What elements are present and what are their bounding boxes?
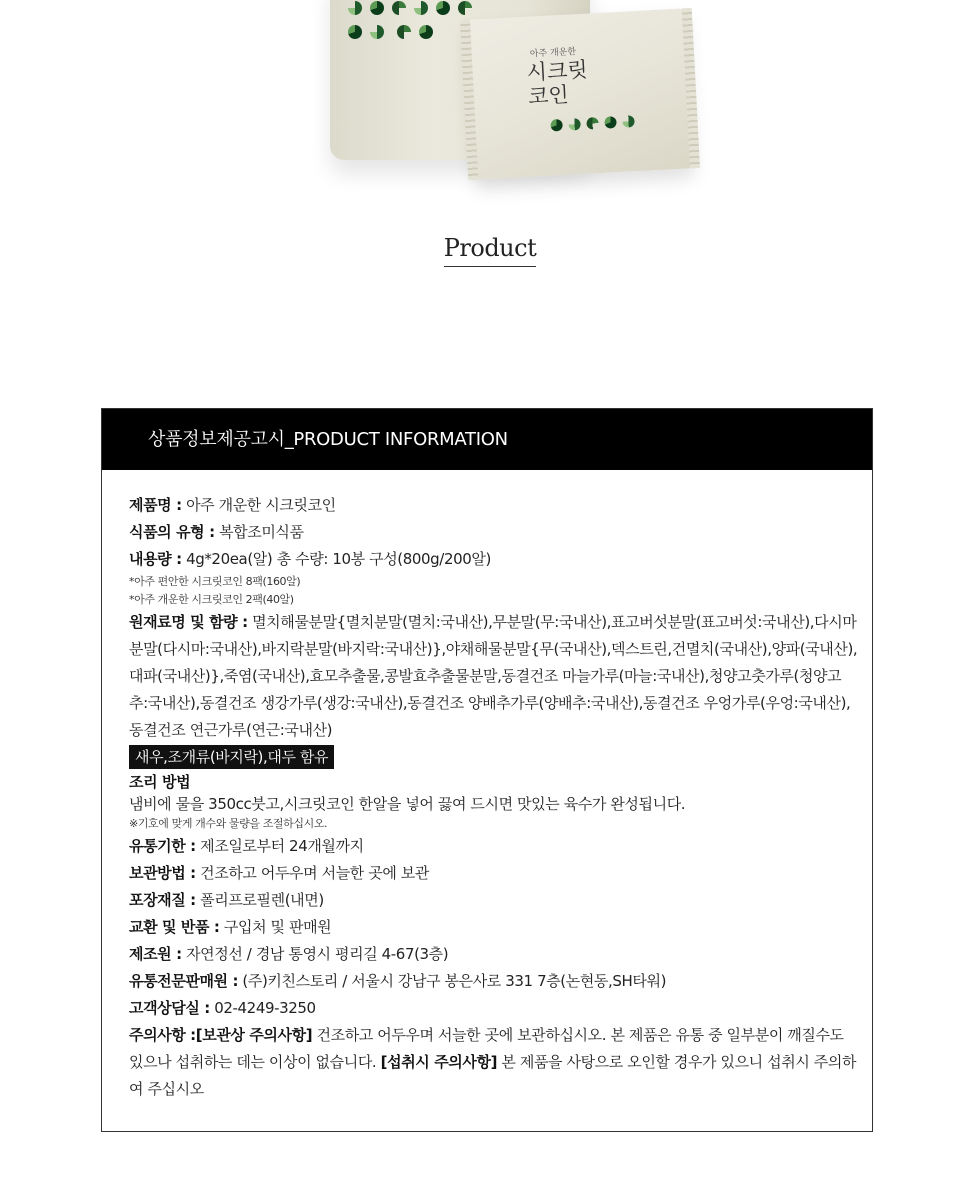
field-label: 고객상담실 : bbox=[129, 999, 210, 1017]
coin-packet-image bbox=[466, 8, 694, 179]
field-value: 구입처 및 판매원 bbox=[219, 918, 332, 936]
pattern-dot bbox=[419, 25, 433, 39]
field-label: 유통기한 : bbox=[129, 837, 196, 855]
exchange-row bbox=[129, 914, 858, 941]
pattern-dot bbox=[370, 1, 384, 15]
allergen-row bbox=[129, 744, 858, 771]
field-value: 4g*20ea(알) 총 수량: 10봉 구성(800g/200알) bbox=[181, 550, 491, 568]
field-value: 멸치해물분말{멸치분말(멸치:국내산),무분말(무:국내산),표고버섯분말(표고버섯:국내산),다시마분말(다시마:국내산),바지락분말(바지락:국내산)},야채해물분말{무(국내산),덱스트린,건멸치(국내산),양파(국내산),대파(국내산)},죽염(국내산),효모추출물,콩발효추출물분말,동결건조 마늘가루(마늘:국내산),청양고춧가루(청양고추:국내산),동결건조 생강가루(생강:국내산),동결건조 양배추가루(양배추:국내산),동결건조 우엉가루(우엉:국내산),동결건조 연근가루(연근:국내산) bbox=[129, 613, 858, 739]
pattern-dot bbox=[436, 1, 450, 15]
cooking-text: 냄비에 물을 350cc붓고,시크릿코인 한알을 넣어 끓여 드시면 맛있는 육수가 완성됩니다. bbox=[129, 795, 686, 813]
cooking-note: ※기호에 맞게 개수와 물량을 조절하십시오. bbox=[129, 817, 328, 830]
customer-service-row bbox=[129, 995, 858, 1022]
product-photo bbox=[0, 0, 980, 200]
shelf-life-row bbox=[129, 833, 858, 860]
ingredients-row bbox=[129, 609, 858, 744]
field-value: 본 제품을 사탕으로 오인할 경우가 있으니 섭취시 주의하여 주십시오 bbox=[129, 1053, 857, 1098]
pattern-dot bbox=[604, 116, 617, 129]
coin-title-line: 코인 bbox=[527, 82, 570, 109]
caution-row bbox=[129, 1022, 858, 1103]
seller-row bbox=[129, 968, 858, 995]
cooking-row bbox=[129, 771, 858, 793]
allergen-badge: 새우,조개류(바지락),대두 함유 bbox=[129, 745, 334, 769]
field-label: 유통전문판매원 : bbox=[129, 972, 239, 990]
field-label: 교환 및 반품 : bbox=[129, 918, 220, 936]
coin-title-line: 시크릿 bbox=[526, 57, 589, 85]
field-label: 식품의 유형 : bbox=[129, 523, 215, 541]
info-body bbox=[102, 470, 872, 1103]
field-label: [섭취시 주의사항] bbox=[380, 1053, 498, 1071]
product-heading-text: Product bbox=[444, 234, 536, 267]
field-value: 자연정선 / 경남 통영시 평리길 4-67(3층) bbox=[181, 945, 449, 963]
field-label: 보관방법 : bbox=[129, 864, 196, 882]
field-value: 제조일로부터 24개월까지 bbox=[195, 837, 364, 855]
product-info-table bbox=[101, 408, 873, 1132]
pattern-dot bbox=[414, 1, 428, 15]
field-label: 주의사항 :[보관상 주의사항] bbox=[129, 1026, 313, 1044]
field-label: 제조원 : bbox=[129, 945, 182, 963]
pattern-dot bbox=[348, 25, 362, 39]
pattern-dot bbox=[392, 1, 406, 15]
section-heading bbox=[0, 234, 980, 267]
field-value: (주)키친스토리 / 서울시 강남구 봉은사로 331 7층(논현동,SH타워) bbox=[238, 972, 667, 990]
volume-note: *아주 개운한 시크릿코인 2팩(40알) bbox=[129, 593, 294, 606]
volume-row bbox=[129, 546, 858, 573]
field-value: 건조하고 어두우며 서늘한 곳에 보관하십시오. 본 제품은 유통 중 일부분이 깨질수도 있으나 섭취하는 데는 이상이 없습니다. bbox=[129, 1026, 844, 1071]
pattern-dot bbox=[370, 25, 384, 39]
volume-note: *아주 편안한 시크릿코인 8팩(160알) bbox=[129, 575, 301, 588]
storage-row bbox=[129, 860, 858, 887]
field-label: 원재료명 및 함량 : bbox=[129, 613, 248, 631]
coin-packet-pattern bbox=[547, 113, 638, 138]
field-value: 폴리프로필렌(내면) bbox=[195, 891, 324, 909]
pattern-dot bbox=[550, 119, 563, 132]
pattern-dot bbox=[397, 25, 411, 39]
field-value: 건조하고 어두우며 서늘한 곳에 보관 bbox=[195, 864, 429, 882]
food-type-row bbox=[129, 519, 858, 546]
pattern-dot bbox=[586, 117, 599, 130]
product-name-row bbox=[129, 492, 858, 519]
field-label: 제품명 : bbox=[129, 496, 182, 514]
field-value: 복합조미식품 bbox=[214, 523, 304, 541]
pattern-dot bbox=[568, 118, 581, 131]
coin-packet-subtitle: 아주 개운한 bbox=[529, 47, 577, 60]
field-label: 포장재질 : bbox=[129, 891, 196, 909]
pattern-dot bbox=[458, 1, 472, 15]
field-label: 조리 방법 bbox=[129, 773, 191, 791]
info-header: 상품정보제공고시_PRODUCT INFORMATION bbox=[102, 409, 872, 470]
field-label: 내용량 : bbox=[129, 550, 182, 568]
field-value: 아주 개운한 시크릿코인 bbox=[181, 496, 336, 514]
coin-packet-title bbox=[526, 54, 648, 108]
manufacturer-row bbox=[129, 941, 858, 968]
pattern-dot bbox=[348, 1, 362, 15]
packaging-row bbox=[129, 887, 858, 914]
pattern-dot bbox=[622, 115, 635, 128]
field-value: 02-4249-3250 bbox=[209, 999, 316, 1017]
